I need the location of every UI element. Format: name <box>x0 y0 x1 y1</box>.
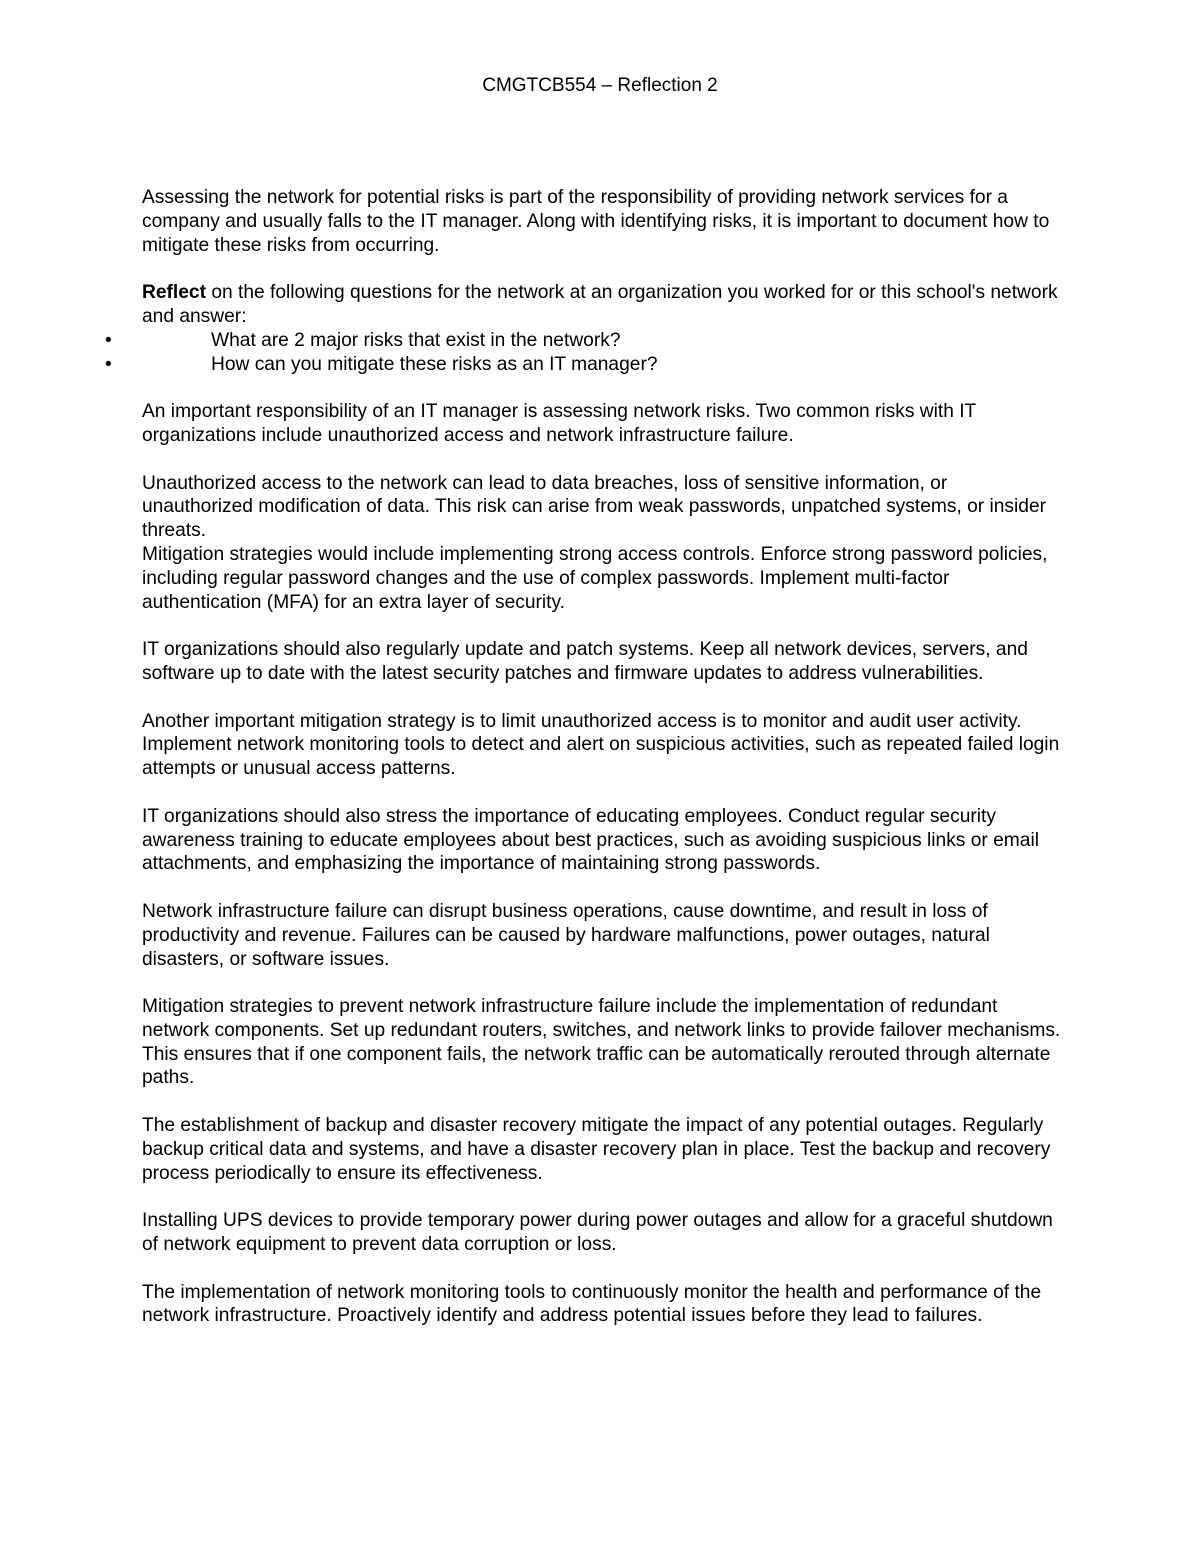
body-paragraph: Installing UPS devices to provide temporary power during power outages and allow for a graceful shutdown of network equipment to prevent data corruption or loss. <box>142 1210 1053 1256</box>
bullet-icon: • <box>105 353 112 375</box>
question-text: What are 2 major risks that exist in the network? <box>211 329 621 351</box>
body-paragraph: Mitigation strategies to prevent network infrastructure failure include the implementation of redundant network components. Set up redundant routers, switches, and network links to provide failover mechanisms. This ensures that if one component fails, the network traffic can be automatically rerouted through alternate paths. <box>142 996 1061 1089</box>
document-body <box>105 186 1062 1352</box>
list-item <box>105 329 1062 353</box>
body-paragraph: IT organizations should also stress the importance of educating employees. Conduct regular security awareness training to educate employees about best practices, such as avoiding suspicious links or email attachments, and emphasizing the importance of maintaining strong passwords. <box>142 805 1039 875</box>
reflect-prompt <box>142 281 1062 329</box>
question-list <box>105 329 1062 377</box>
body-paragraph: The implementation of network monitoring tools to continuously monitor the health and performance of the network infrastructure. Proactively identify and address potential issues before they lead to failures. <box>142 1281 1042 1327</box>
reflect-bold-label: Reflect <box>142 282 206 304</box>
document-title: CMGTCB554 – Reflection 2 <box>482 75 718 96</box>
body-paragraph: IT organizations should also regularly update and patch systems. Keep all network devices, servers, and software up to date with the latest security patches and firmware updates to address vulnerabilities. <box>142 639 1028 684</box>
bullet-icon: • <box>105 329 112 351</box>
body-paragraph: An important responsibility of an IT manager is assessing network risks. Two common risks with IT organizations include unauthorized access and network infrastructure failure. <box>142 401 976 446</box>
list-item <box>105 353 1062 377</box>
body-paragraph: Network infrastructure failure can disrupt business operations, cause downtime, and result in loss of productivity and revenue. Failures can be caused by hardware malfunctions, power outages, natural disasters, or software issues. <box>142 900 990 970</box>
body-paragraph: The establishment of backup and disaster recovery mitigate the impact of any potential outages. Regularly backup critical data and systems, and have a disaster recovery plan in place. Test the backup and recovery process periodically to ensure its effectiveness. <box>142 1115 1051 1184</box>
intro-paragraph: Assessing the network for potential risks is part of the responsibility of providing network services for a company and usually falls to the IT manager. Along with identifying risks, it is important to document how to mitigate these risks from occurring. <box>142 187 1050 256</box>
question-text: How can you mitigate these risks as an IT manager? <box>211 353 658 375</box>
reflect-prompt-text: on the following questions for the network at an organization you worked for or this school's network and answer: <box>142 282 1058 327</box>
body-paragraph: Unauthorized access to the network can lead to data breaches, loss of sensitive information, or unauthorized modification of data. This risk can arise from weak passwords, unpatched systems, or insider threats. <box>142 472 1047 542</box>
body-paragraph: Mitigation strategies would include implementing strong access controls. Enforce strong password policies, including regular password changes and the use of complex passwords. Implement multi-factor authentication (MFA) for an extra layer of security. <box>142 543 1048 613</box>
body-paragraph: Another important mitigation strategy is to limit unauthorized access is to monitor and audit user activity. Implement network monitoring tools to detect and alert on suspicious activities, such as repeated failed login attempts or unusual access patterns. <box>142 710 1060 780</box>
